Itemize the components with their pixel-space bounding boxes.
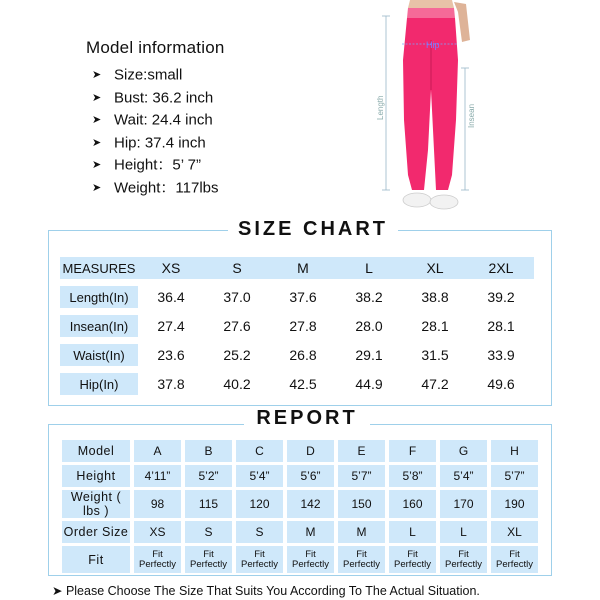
table-cell: 44.9 [355,376,383,392]
table-cell: 37.6 [289,289,317,305]
table-cell: 98 [134,490,181,518]
table-cell: 5’4” [440,465,487,487]
table-cell: 27.4 [157,318,185,334]
table-cell: M [287,521,334,543]
table-cell: 39.2 [487,289,515,305]
table-cell: 47.2 [421,376,449,392]
model-info-item: ➤ Wait: 24.4 inch [86,109,346,132]
table-cell: Fit Perfectly [338,546,385,573]
table-row [60,373,534,395]
table-cell: 4’11” [134,465,181,487]
header-cell: MEASURES [60,257,138,279]
header-cell: XS [138,257,204,279]
table-cell: 5’4” [236,465,283,487]
table-cell: 25.2 [223,347,251,363]
table-cell: 28.1 [487,318,515,334]
table-cell: Fit Perfectly [236,546,283,573]
table-cell: 170 [440,490,487,518]
table-row [62,490,538,518]
table-cell: L [389,521,436,543]
model-info-item: ➤ Weight：117lbs [86,177,346,200]
table-cell: 26.8 [289,347,317,363]
table-cell: 5’8” [389,465,436,487]
table-cell: 33.9 [487,347,515,363]
table-cell: Fit Perfectly [440,546,487,573]
header-cell: S [204,257,270,279]
table-cell: A [134,440,181,462]
length-label: Length [376,95,385,120]
row-label: Hip(In) [60,373,138,395]
table-cell: 115 [185,490,232,518]
table-cell: 37.0 [223,289,251,305]
pants-illustration [370,0,490,215]
arrow-bullet-icon: ➤ [92,136,102,149]
table-cell: L [440,521,487,543]
table-cell: 23.6 [157,347,185,363]
model-info-title: Model information [86,38,225,57]
waistband-shape [407,8,455,18]
table-cell: G [440,440,487,462]
table-cell: S [185,521,232,543]
table-cell: 5’7” [338,465,385,487]
right-shoe [430,195,458,209]
model-info-item: ➤ Hip: 37.4 inch [86,132,346,155]
table-cell: H [491,440,538,462]
torso-shape [408,0,454,8]
table-cell: E [338,440,385,462]
row-label: Order Size [62,521,130,543]
arrow-bullet-icon: ➤ [92,181,102,194]
row-label: Length(In) [60,286,138,308]
table-cell: 27.6 [223,318,251,334]
hip-label: Hip [426,40,440,50]
table-cell: 36.4 [157,289,185,305]
table-cell: 27.8 [289,318,317,334]
table-cell: 28.1 [421,318,449,334]
footer-note: ➤ Please Choose The Size That Suits You According To The Actual Situation. [52,584,480,598]
table-row [60,286,534,308]
arrow-bullet-icon: ➤ [92,91,102,104]
table-cell: Fit Perfectly [389,546,436,573]
arrow-bullet-icon: ➤ [92,69,102,81]
table-cell: XL [491,521,538,543]
report-title: REPORT [244,407,370,430]
header-cell: 2XL [468,257,534,279]
row-label: Fit [62,546,130,573]
table-cell: M [338,521,385,543]
table-row [62,521,538,543]
header-cell: XL [402,257,468,279]
table-row [60,344,534,366]
arm-shape [454,2,470,42]
table-cell: 38.2 [355,289,383,305]
size-chart-title: SIZE CHART [228,218,398,241]
table-cell: XS [134,521,181,543]
table-row [60,315,534,337]
table-cell: 142 [287,490,334,518]
arrow-bullet-icon: ➤ [92,114,102,127]
report-table [58,437,542,576]
table-cell: 120 [236,490,283,518]
model-info-item: ➤ Size:small [86,64,346,87]
table-cell: 31.5 [421,347,449,363]
table-cell: S [236,521,283,543]
table-cell: F [389,440,436,462]
table-cell: 38.8 [421,289,449,305]
row-label: Waist(In) [60,344,138,366]
table-cell: 5’6” [287,465,334,487]
row-label: Height [62,465,130,487]
table-cell: 5’2” [185,465,232,487]
table-cell: 190 [491,490,538,518]
model-information [86,38,346,200]
table-row [62,440,538,462]
table-cell: 40.2 [223,376,251,392]
table-cell: 160 [389,490,436,518]
header-cell: M [270,257,336,279]
table-cell: D [287,440,334,462]
row-label: Insean(In) [60,315,138,337]
arrow-bullet-icon: ➤ [92,159,102,172]
table-cell: Fit Perfectly [134,546,181,573]
row-label: Model [62,440,130,462]
table-cell: 5’7” [491,465,538,487]
table-cell: Fit Perfectly [491,546,538,573]
table-cell: 49.6 [487,376,515,392]
table-cell: 150 [338,490,385,518]
table-cell: Fit Perfectly [287,546,334,573]
table-cell: 28.0 [355,318,383,334]
header-cell: L [336,257,402,279]
model-info-item: ➤ Height：5’ 7” [86,154,346,177]
table-cell: Fit Perfectly [185,546,232,573]
left-shoe [403,193,431,207]
row-label: Weight ( lbs ) [62,490,130,518]
model-info-item: ➤ Bust: 36.2 inch [86,87,346,110]
table-row [62,546,538,573]
size-chart-header-row [60,257,534,279]
size-chart-table [60,250,534,402]
table-cell: 37.8 [157,376,185,392]
table-cell: B [185,440,232,462]
model-info-list [86,64,346,200]
table-cell: C [236,440,283,462]
table-cell: 29.1 [355,347,383,363]
table-cell: 42.5 [289,376,317,392]
table-row [62,465,538,487]
inseam-label: Insean [467,103,476,128]
